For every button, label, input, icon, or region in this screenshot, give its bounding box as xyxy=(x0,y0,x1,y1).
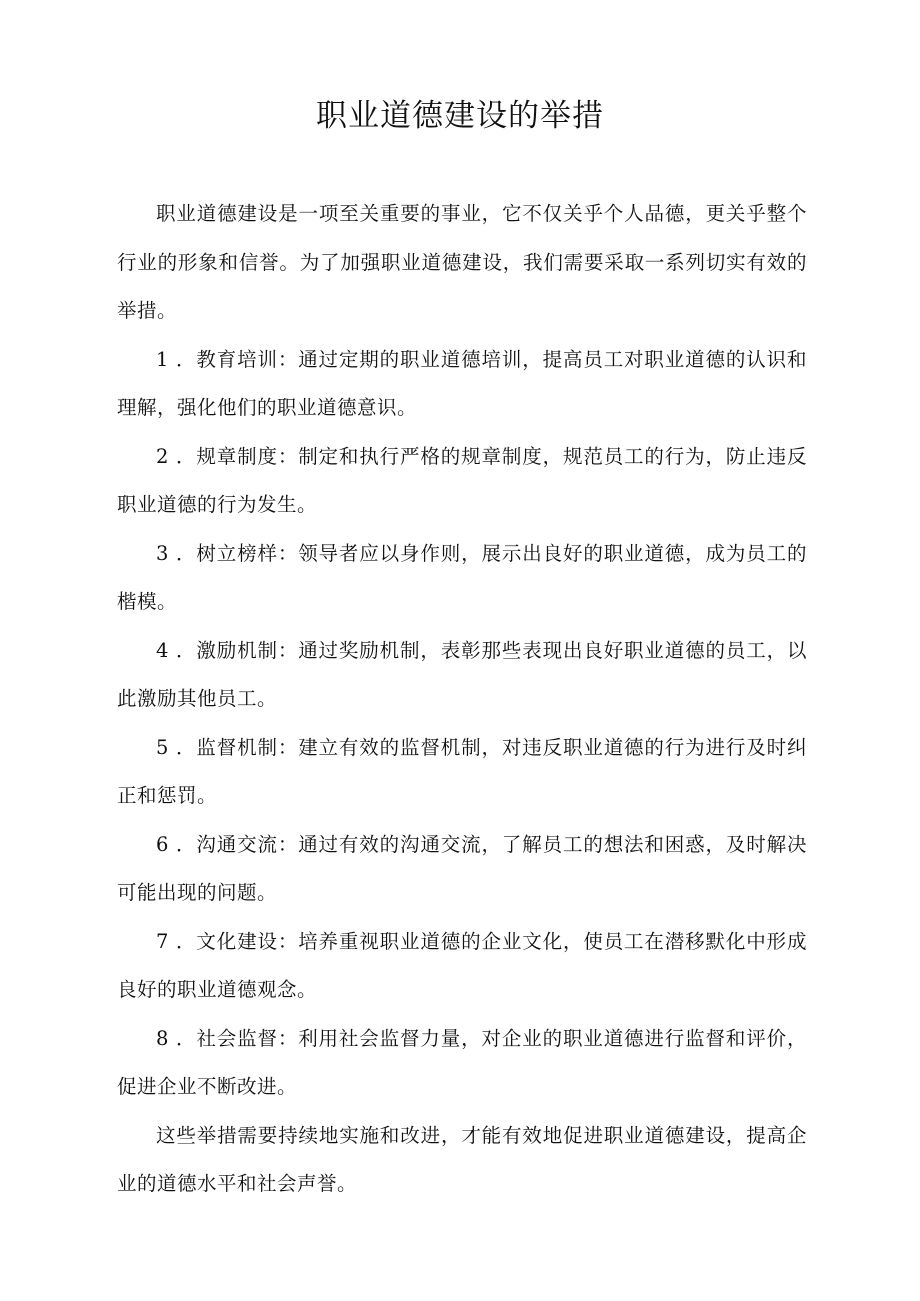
list-item: 4 ．激励机制：通过奖励机制，表彰那些表现出良好职业道德的员工，以此激励其他员工。 xyxy=(117,638,807,710)
list-item: 1 ．教育培训：通过定期的职业道德培训，提高员工对职业道德的认识和理解，强化他们的职业道德意识。 xyxy=(117,347,807,419)
item-number: 8 xyxy=(156,1026,169,1050)
item-text: 树立榜样：领导者应以身作则，展示出良好的职业道德，成为员工的楷模。 xyxy=(117,541,807,613)
list-item: 6 ．沟通交流：通过有效的沟通交流，了解员工的想法和困惑，及时解决可能出现的问题。 xyxy=(117,832,807,904)
item-text: 规章制度：制定和执行严格的规章制度，规范员工的行为，防止违反职业道德的行为发生。 xyxy=(117,444,807,516)
conclusion-paragraph: 这些举措需要持续地实施和改进，才能有效地促进职业道德建设，提高企业的道德水平和社会声誉。 xyxy=(117,1123,807,1195)
item-number: 7 xyxy=(156,929,169,953)
list-item: 7 ．文化建设：培养重视职业道德的企业文化，使员工在潜移默化中形成良好的职业道德观念。 xyxy=(117,929,807,1001)
item-text: 监督机制：建立有效的监督机制，对违反职业道德的行为进行及时纠正和惩罚。 xyxy=(117,735,807,807)
item-number: 4 xyxy=(156,638,169,662)
item-number: 3 xyxy=(156,541,169,565)
item-text: 沟通交流：通过有效的沟通交流，了解员工的想法和困惑，及时解决可能出现的问题。 xyxy=(117,832,807,904)
list-item: 3 ．树立榜样：领导者应以身作则，展示出良好的职业道德，成为员工的楷模。 xyxy=(117,541,807,613)
item-text: 激励机制：通过奖励机制，表彰那些表现出良好职业道德的员工，以此激励其他员工。 xyxy=(117,638,807,710)
list-item: 5 ．监督机制：建立有效的监督机制，对违反职业道德的行为进行及时纠正和惩罚。 xyxy=(117,735,807,807)
item-text: 文化建设：培养重视职业道德的企业文化，使员工在潜移默化中形成良好的职业道德观念。 xyxy=(117,929,807,1001)
item-text: 教育培训：通过定期的职业道德培训，提高员工对职业道德的认识和理解，强化他们的职业道德意识。 xyxy=(117,347,807,419)
item-number: 1 xyxy=(156,347,169,371)
intro-paragraph: 职业道德建设是一项至关重要的事业，它不仅关乎个人品德，更关乎整个行业的形象和信誉。为了加强职业道德建设，我们需要采取一系列切实有效的举措。 xyxy=(117,202,807,322)
list-item: 8 ．社会监督：利用社会监督力量，对企业的职业道德进行监督和评价，促进企业不断改进。 xyxy=(117,1026,807,1098)
item-number: 2 xyxy=(156,444,169,468)
item-number: 5 xyxy=(156,735,169,759)
item-number: 6 xyxy=(156,832,169,856)
document-body xyxy=(117,190,807,1209)
item-text: 社会监督：利用社会监督力量，对企业的职业道德进行监督和评价，促进企业不断改进。 xyxy=(117,1026,807,1098)
document-title: 职业道德建设的举措 xyxy=(316,98,604,134)
list-item: 2 ．规章制度：制定和执行严格的规章制度，规范员工的行为，防止违反职业道德的行为发生。 xyxy=(117,444,807,516)
